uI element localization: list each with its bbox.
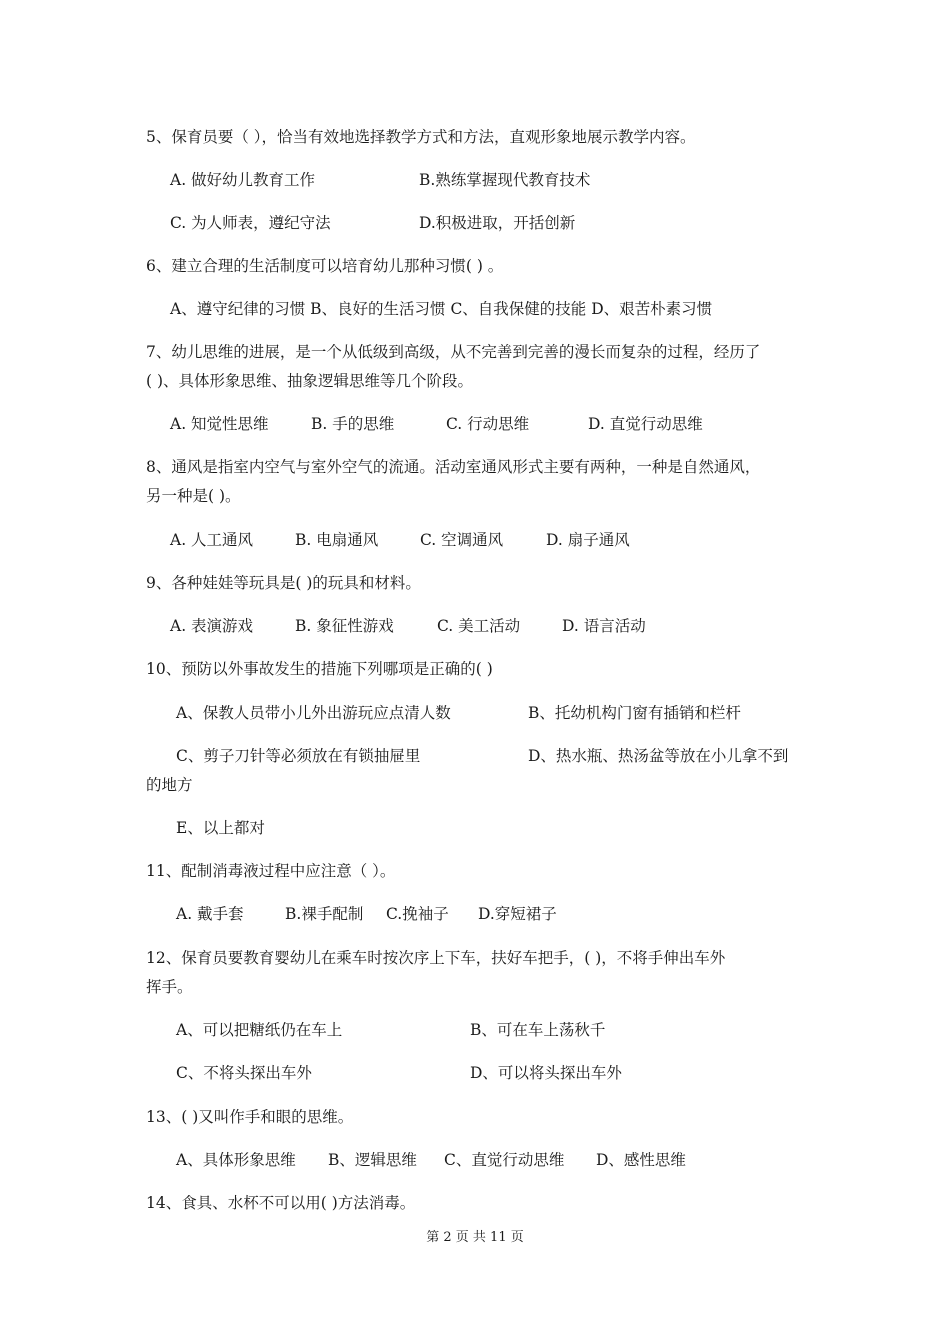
q7-option-d: D. 直觉行动思维 — [588, 415, 703, 433]
q13-option-b: B、逻辑思维 — [328, 1151, 417, 1169]
q10-option-d-cont: 的地方 — [146, 776, 193, 794]
q14-stem: 14、食具、水杯不可以用( )方法消毒。 — [146, 1194, 416, 1212]
q10-option-e: E、以上都对 — [176, 819, 265, 837]
q7-option-a: A. 知觉性思维 — [170, 415, 269, 433]
q5-option-c: C. 为人师表，遵纪守法 — [170, 214, 331, 232]
q8-stem-line2: 另一种是( )。 — [146, 487, 241, 505]
q9-option-a: A. 表演游戏 — [170, 617, 254, 635]
q5-option-b: B.熟练掌握现代教育技术 — [419, 171, 591, 189]
q5-option-a: A. 做好幼儿教育工作 — [170, 171, 316, 189]
q12-option-b: B、可在车上荡秋千 — [470, 1021, 606, 1039]
q8-stem-line1: 8、通风是指室内空气与室外空气的流通。活动室通风形式主要有两种，一种是自然通风， — [146, 458, 761, 476]
q6-stem: 6、建立合理的生活制度可以培育幼儿那种习惯( ) 。 — [146, 257, 504, 275]
q5-stem: 5、保育员要（ ），恰当有效地选择教学方式和方法，直观形象地展示教学内容。 — [146, 128, 696, 146]
q7-stem-line2: ( )、具体形象思维、抽象逻辑思维等几个阶段。 — [146, 372, 474, 390]
q9-option-b: B. 象征性游戏 — [295, 617, 394, 635]
q13-option-c: C、直觉行动思维 — [444, 1151, 565, 1169]
q11-stem: 11、配制消毒液过程中应注意（ ）。 — [146, 862, 396, 880]
q10-option-d: D、热水瓶、热汤盆等放在小儿拿不到 — [528, 747, 789, 765]
q7-option-b: B. 手的思维 — [311, 415, 395, 433]
q13-option-a: A、具体形象思维 — [176, 1151, 296, 1169]
q11-option-d: D.穿短裙子 — [478, 905, 557, 923]
q11-option-a: A. 戴手套 — [176, 905, 244, 923]
q7-option-c: C. 行动思维 — [446, 415, 530, 433]
q12-option-d: D、可以将头探出车外 — [470, 1064, 622, 1082]
q10-option-c: C、剪子刀针等必须放在有锁抽屉里 — [176, 747, 421, 765]
q11-option-c: C.挽袖子 — [386, 905, 449, 923]
q11-option-b: B.裸手配制 — [285, 905, 364, 923]
q8-option-d: D. 扇子通风 — [546, 531, 630, 549]
q9-option-c: C. 美工活动 — [437, 617, 521, 635]
q13-stem: 13、( )又叫作手和眼的思维。 — [146, 1108, 354, 1126]
q13-option-d: D、感性思维 — [596, 1151, 686, 1169]
q12-stem-line2: 挥手。 — [146, 978, 193, 996]
q8-option-c: C. 空调通风 — [420, 531, 504, 549]
q9-option-d: D. 语言活动 — [562, 617, 646, 635]
q10-option-a: A、保教人员带小儿外出游玩应点清人数 — [176, 704, 451, 722]
q7-stem-line1: 7、幼儿思维的进展，是一个从低级到高级，从不完善到完善的漫长而复杂的过程，经历了 — [146, 343, 761, 361]
q10-stem: 10、预防以外事故发生的措施下列哪项是正确的( ) — [146, 660, 493, 678]
q6-options: A、遵守纪律的习惯 B、良好的生活习惯 C、自我保健的技能 D、艰苦朴素习惯 — [170, 300, 713, 318]
q8-option-b: B. 电扇通风 — [295, 531, 379, 549]
q12-stem-line1: 12、保育员要教育婴幼儿在乘车时按次序上下车，扶好车把手，( )，不将手伸出车外 — [146, 949, 726, 967]
q8-option-a: A. 人工通风 — [170, 531, 254, 549]
q12-option-c: C、不将头探出车外 — [176, 1064, 312, 1082]
q5-option-d: D.积极进取，开括创新 — [419, 214, 576, 232]
q9-stem: 9、各种娃娃等玩具是( )的玩具和材料。 — [146, 574, 421, 592]
q12-option-a: A、可以把糖纸仍在车上 — [176, 1021, 343, 1039]
page-number-footer: 第 2 页 共 11 页 — [426, 1230, 524, 1245]
q10-option-b: B、托幼机构门窗有插销和栏杆 — [528, 704, 741, 722]
